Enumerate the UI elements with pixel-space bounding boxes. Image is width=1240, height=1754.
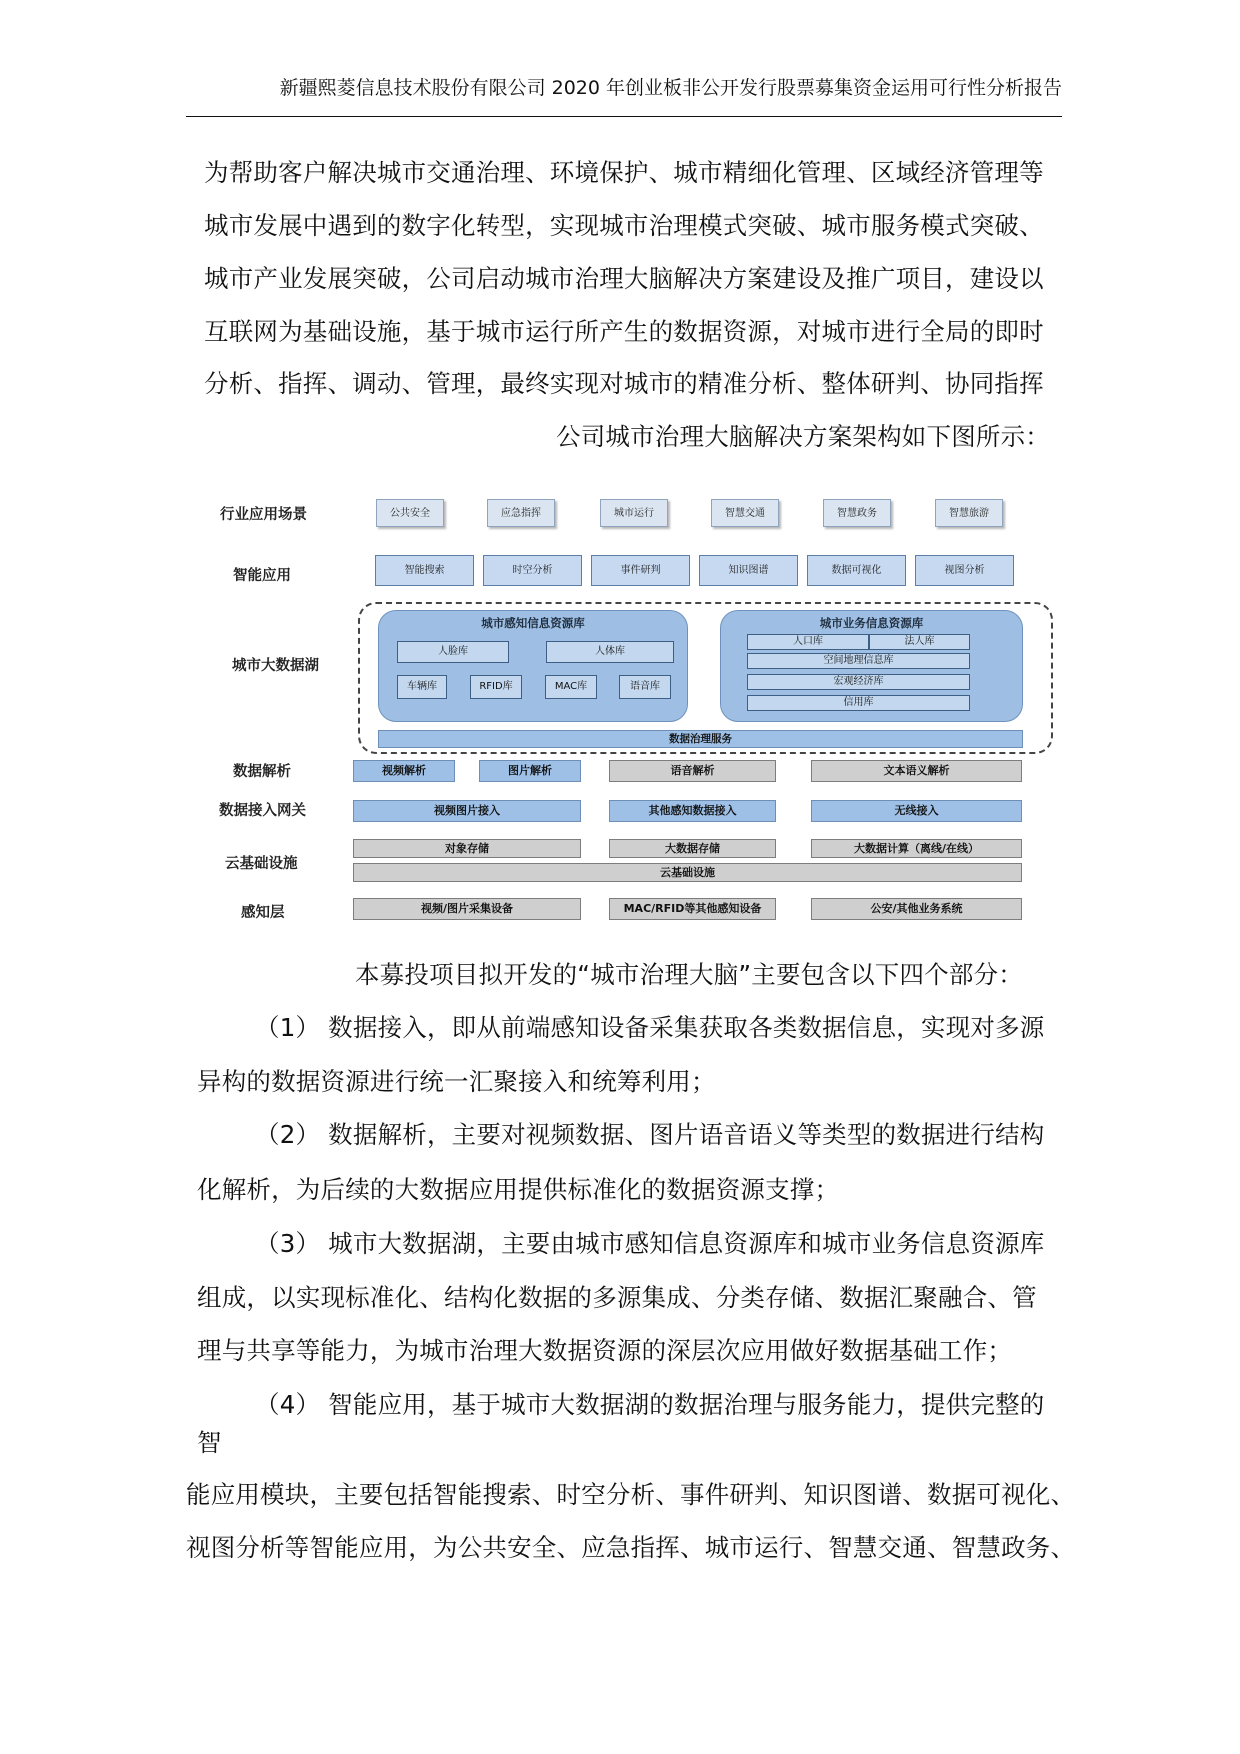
cloud-box: 对象存储 [353,839,581,858]
intro-line-5: 分析、指挥、调动、管理，最终实现对城市的精准分析、整体研判、协同指挥 [204,369,1044,398]
parse-box: 视频解析 [353,760,455,782]
intelligent-app-box: 数据可视化 [807,555,906,586]
body-line-2: （1） 数据接入，即从前端感知设备采集获取各类数据信息，实现对多源 [255,1013,1045,1042]
intelligent-app-box: 时空分析 [483,555,582,586]
cloud-box: 大数据存储 [609,839,776,858]
intro-line-4: 互联网为基础设施，基于城市运行所产生的数据资源，对城市进行全局的即时 [204,317,1044,346]
db-item: 语音库 [619,675,671,699]
perception-resource-db-title: 城市感知信息资源库 [481,616,585,630]
layer-label-perception: 感知层 [241,905,285,921]
layer-label-parse: 数据解析 [233,764,291,780]
body-line-8: 理与共享等能力，为城市治理大数据资源的深层次应用做好数据基础工作； [197,1336,1013,1365]
db-item: 人脸库 [397,641,509,663]
industry-app-box: 城市运行 [600,499,668,527]
parse-box: 文本语义解析 [811,760,1022,782]
db-item: 空间地理信息库 [747,653,970,669]
layer-label-industry: 行业应用场景 [220,507,307,523]
perception-box: 视频/图片采集设备 [353,898,581,920]
body-line-11: 能应用模块，主要包括智能搜索、时空分析、事件研判、知识图谱、数据可视化、 [186,1480,1076,1509]
intro-line-6: 公司城市治理大脑解决方案架构如下图所示： [556,422,1050,451]
intelligent-app-box: 视图分析 [915,555,1014,586]
header-rule [186,116,1062,117]
layer-label-gateway: 数据接入网关 [219,803,306,819]
body-line-9: （4） 智能应用，基于城市大数据湖的数据治理与服务能力，提供完整的 [255,1390,1045,1419]
intelligent-app-box: 智能搜索 [375,555,474,586]
data-governance-service: 数据治理服务 [378,730,1023,748]
body-line-3: 异构的数据资源进行统一汇聚接入和统筹利用； [197,1067,716,1096]
industry-app-box: 公共安全 [376,499,444,527]
gateway-box: 其他感知数据接入 [609,800,776,822]
intelligent-app-box: 事件研判 [591,555,690,586]
gateway-box: 无线接入 [811,800,1022,822]
db-item: 人体库 [546,641,674,663]
layer-label-cloud: 云基础设施 [225,856,298,872]
industry-app-box: 智慧交通 [711,499,779,527]
body-line-4: （2） 数据解析，主要对视频数据、图片语音语义等类型的数据进行结构 [255,1120,1045,1149]
perception-box: MAC/RFID等其他感知设备 [609,898,776,920]
intro-line-2: 城市发展中遇到的数字化转型，实现城市治理模式突破、城市服务模式突破、 [204,211,1044,240]
db-item: 法人库 [869,634,970,650]
body-line-7: 组成，以实现标准化、结构化数据的多源集成、分类存储、数据汇聚融合、管 [197,1283,1037,1312]
body-line-6: （3） 城市大数据湖，主要由城市感知信息资源库和城市业务信息资源库 [255,1229,1045,1258]
parse-box: 语音解析 [609,760,776,782]
cloud-box: 大数据计算（离线/在线） [811,839,1022,858]
parse-box: 图片解析 [479,760,581,782]
business-resource-db [720,610,1023,722]
cloud-base-bar: 云基础设施 [353,863,1022,882]
db-item: 宏观经济库 [747,674,970,690]
layer-label-lake: 城市大数据湖 [232,658,319,674]
intro-line-1: 为帮助客户解决城市交通治理、环境保护、城市精细化管理、区域经济管理等 [204,158,1044,187]
db-item: RFID库 [470,675,522,699]
intro-line-3: 城市产业发展突破，公司启动城市治理大脑解决方案建设及推广项目，建设以 [204,264,1044,293]
body-line-1: 本募投项目拟开发的“城市治理大脑”主要包含以下四个部分： [355,960,1023,989]
page-header: 新疆熙菱信息技术股份有限公司 2020 年创业板非公开发行股票募集资金运用可行性分析报告 [279,77,1062,99]
body-line-5: 化解析，为后续的大数据应用提供标准化的数据资源支撑； [197,1175,840,1204]
db-item: 信用库 [747,695,970,711]
layer-label-intelligent: 智能应用 [233,568,291,584]
perception-box: 公安/其他业务系统 [811,898,1022,920]
data-lake-frame [358,602,1053,754]
industry-app-box: 应急指挥 [487,499,555,527]
body-line-12: 视图分析等智能应用，为公共安全、应急指挥、城市运行、智慧交通、智慧政务、 [186,1533,1076,1562]
intelligent-app-box: 知识图谱 [699,555,798,586]
architecture-diagram [200,484,1058,936]
gateway-box: 视频图片接入 [353,800,581,822]
body-line-10: 智 [197,1428,222,1457]
perception-resource-db [378,610,688,722]
business-resource-db-title: 城市业务信息资源库 [819,616,924,630]
industry-app-box: 智慧旅游 [935,499,1003,527]
db-item: 车辆库 [397,675,447,699]
industry-app-box: 智慧政务 [823,499,891,527]
db-item: MAC库 [545,675,597,699]
db-item: 人口库 [747,634,869,650]
